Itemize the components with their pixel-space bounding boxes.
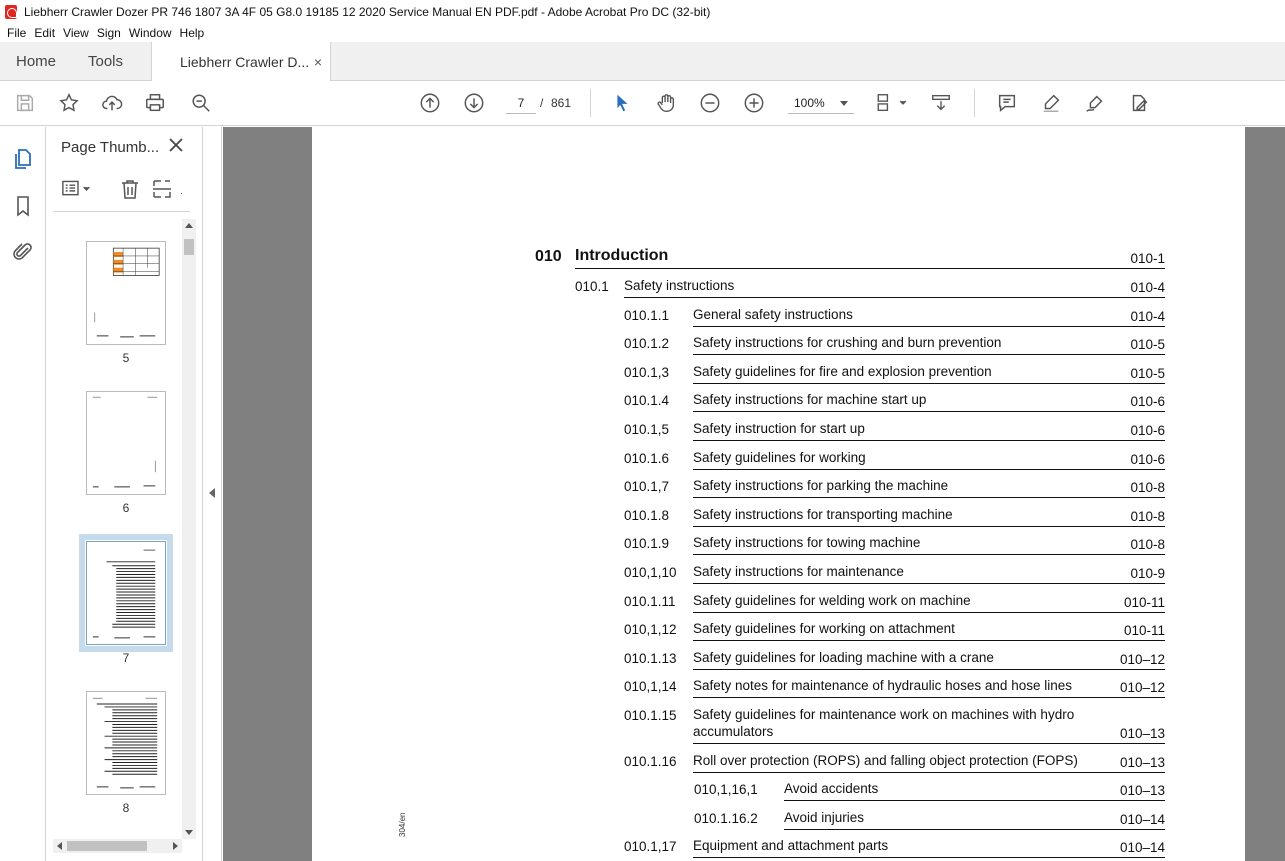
tab-close-icon[interactable]: × [313,54,322,70]
toc-entry-title-line [693,705,1165,744]
tab-document-label: Liebherr Crawler D... [180,54,310,70]
toc-entry-number: 010.1,7 [624,479,670,495]
toc-entry-title: Avoid accidents [784,781,879,797]
toc-entry[interactable] [312,247,1245,269]
toc-entry-title: Safety guidelines for working [693,449,866,465]
hand-tool-icon[interactable] [654,91,678,115]
toc-entry-page: 010-1 [1130,251,1165,266]
thumbnail-page-number: 8 [122,801,130,815]
next-page-icon[interactable] [462,91,486,115]
page-number-input[interactable] [506,93,536,114]
toc-entry-title: Safety guidelines for loading machine with a crane [693,649,994,665]
bookmark-icon[interactable] [11,194,35,218]
toc-entry-number: 010.1.15 [624,707,677,723]
page-thumbnails-panel [47,127,203,861]
toc-entry[interactable] [312,619,1245,641]
toc-entry[interactable] [312,676,1245,698]
toc-entry-page: 010-6 [1130,422,1165,438]
cloud-upload-icon[interactable] [100,91,124,115]
toc-entry-number: 010 [535,248,562,265]
thumbnail-page[interactable] [86,241,166,345]
toc-entry[interactable] [312,448,1245,470]
toc-entry-title: Roll over protection (ROPS) and falling object protection (FOPS) [693,752,1078,768]
toc-entry-title-line [693,390,1165,412]
menu-help[interactable]: Help [179,25,205,40]
left-navigation-rail [0,127,46,861]
toc-entry-number: 010.1.9 [624,536,670,552]
toc-entry-title: Safety guidelines for fire and explosion prevention [693,363,992,379]
toc-entry-title-line [693,562,1165,584]
toc-entry-number: 010.1.4 [624,393,670,409]
attachment-icon[interactable] [11,240,35,264]
tab-home[interactable]: Home [16,53,57,70]
toc-entry-page: 010-4 [1130,280,1165,295]
toc-entry-page: 010-9 [1130,565,1165,581]
scroll-mode-icon[interactable] [929,91,953,115]
total-pages: 861 [551,96,572,110]
toc-entry-page: 010–13 [1119,783,1165,799]
page-display-icon[interactable] [874,91,910,115]
toc-entry[interactable] [312,276,1245,298]
toc-entry-title: General safety instructions [693,306,853,322]
toc-entry-number: 010.1.6 [624,450,670,466]
toc-entry-number: 010.1.16.2 [694,810,758,826]
toc-entry[interactable] [312,333,1245,355]
vertical-scrollbar[interactable] [182,219,196,839]
toc-entry[interactable] [312,419,1245,441]
toc-entry-page: 010–14 [1119,840,1165,856]
zoom-in-icon[interactable] [742,91,766,115]
page-side-mark: 304/en [398,812,407,837]
toc-entry-number: 010,1,16,1 [694,782,758,798]
pdf-page [312,127,1245,861]
toc-entry-title-line [575,247,1165,269]
main-toolbar [0,81,1285,126]
previous-page-icon[interactable] [418,91,442,115]
toc-entry-page: 010-8 [1130,508,1165,524]
toc-entry-page: 010-6 [1130,394,1165,410]
toc-entry-page: 010–12 [1119,651,1165,667]
menu-view[interactable]: View [63,25,89,40]
toc-entry-number: 010,1,10 [624,564,677,580]
more-options-icon[interactable]: . [180,186,183,197]
toc-entry-page: 010-8 [1130,480,1165,496]
toc-entry[interactable] [312,751,1245,773]
save-icon[interactable] [13,91,37,115]
page-thumbnails-icon[interactable] [11,147,35,171]
toc-entry-title-line [693,751,1165,773]
sign-pen-icon[interactable] [1083,91,1107,115]
toc-entry-title: Safety instructions for crushing and burn prevention [693,335,1002,351]
scroll-down-icon[interactable] [185,830,193,835]
toc-entry[interactable] [312,505,1245,527]
title-bar [0,0,1285,23]
scroll-up-icon[interactable] [185,223,193,228]
toc-entry-title: Safety instructions for maintenance [693,563,904,579]
toc-entry-number: 010.1.16 [624,753,677,769]
page-separator: / [540,96,544,110]
menu-file[interactable]: File [7,25,27,40]
toc-entry-page: 010–12 [1119,680,1165,696]
scroll-right-icon[interactable] [173,842,178,850]
toc-entry-page: 010-11 [1123,623,1165,639]
toc-entry-title: Safety instructions for transporting machine [693,506,953,522]
toc-entry-number: 010.1,3 [624,364,670,380]
toolbar-divider [974,89,975,117]
zoom-search-icon[interactable] [189,91,213,115]
toc-entry-number: 010.1.2 [624,336,670,352]
toc-entry-number: 010.1 [575,279,609,294]
thumbnail-page-selected[interactable] [86,541,166,645]
toc-entry-page: 010-6 [1130,451,1165,467]
menu-bar [0,23,1285,42]
toc-entry-page: 010–14 [1119,811,1165,827]
thumbnail-page[interactable] [86,691,166,795]
thumbnail-page-number: 6 [122,501,130,515]
toc-entry-number: 010.1,5 [624,421,670,437]
toc-entry-title: Safety guidelines for working on attachment [693,621,955,637]
scrollbar-thumb[interactable] [184,239,194,255]
toc-entry-page: 010-4 [1130,308,1165,324]
toc-entry-title-line [784,779,1165,801]
toc-entry[interactable] [312,648,1245,670]
menu-sign[interactable]: Sign [96,25,121,40]
toc-entry-number: 010.1.8 [624,507,670,523]
toc-entry-title-line [693,476,1165,498]
zoom-value: 100% [794,96,825,110]
toc-entry-number: 010,1,12 [624,622,677,638]
thumbnail-toolbar [53,174,190,212]
delete-icon[interactable] [119,178,143,202]
toc-entry[interactable] [312,390,1245,412]
toolbar-divider [590,89,591,117]
toc-entry[interactable] [312,808,1245,830]
close-icon[interactable] [167,136,185,154]
toc-entry-title: Safety instructions [624,278,735,293]
toc-entry-title-continued: accumulators [693,723,774,739]
toc-entry-page: 010-5 [1130,337,1165,353]
menu-edit[interactable]: Edit [34,25,56,40]
toc-entry[interactable] [312,705,1245,744]
toc-entry-title-line [693,333,1165,355]
toc-entry[interactable] [312,836,1245,858]
toc-entry-title-line [693,619,1165,641]
toc-entry[interactable] [312,305,1245,327]
thumbnail-options-icon[interactable] [61,178,97,202]
toc-entry-title-line [624,276,1165,298]
toc-entry-title: Introduction [575,247,669,264]
toc-entry-title: Safety instructions for towing machine [693,535,921,551]
toc-entry-title: Safety instruction for start up [693,420,865,436]
toc-entry-title: Safety notes for maintenance of hydraulic hoses and hose lines [693,678,1072,694]
toc-entry-number: 010.1.13 [624,650,677,666]
toc-entry[interactable] [312,779,1245,801]
highlight-pen-icon[interactable] [1039,91,1063,115]
horizontal-scrollbar[interactable] [53,839,182,853]
toc-entry-title-line [693,676,1165,698]
scroll-left-icon[interactable] [57,842,62,850]
toc-entry-title-line [693,505,1165,527]
extract-pages-icon[interactable] [151,178,175,202]
document-viewport[interactable] [223,127,1285,861]
toc-entry-title: Safety instructions for machine start up [693,392,927,408]
collapse-panel-icon[interactable] [209,488,215,498]
panel-title: Page Thumb... [61,139,160,156]
toc-entry-title: Equipment and attachment parts [693,838,889,854]
toc-entry-title-line [693,448,1165,470]
toc-entry-title-line [784,808,1165,830]
toc-entry-page: 010-11 [1123,594,1165,610]
toc-entry-number: 010.1.1 [624,307,670,323]
toc-entry-page: 010–13 [1119,754,1165,770]
toc-entry-title-line [693,362,1165,384]
toc-entry-number: 010.1,17 [624,839,677,855]
toc-entry[interactable] [312,591,1245,613]
toc-entry-title-line [693,533,1165,555]
window-title: Liebherr Crawler Dozer PR 746 1807 3A 4F 05 G8.0 19185 12 2020 Service Manual EN PDF.pdf - Adobe Acrobat Pro DC (32-bit) [24,4,711,19]
toc-entry-title: Safety guidelines for welding work on machine [693,592,971,608]
toc-entry-title-line [693,591,1165,613]
toc-entry-page: 010-5 [1130,365,1165,381]
acrobat-app-icon [5,5,17,19]
toc-entry-title: Avoid injuries [784,809,865,825]
thumbnail-page[interactable] [86,391,166,495]
thumbnail-page-number: 5 [122,351,130,365]
toc-entry-title-line [693,836,1165,858]
toc-entry-number: 010.1.11 [624,593,676,609]
stamp-edit-icon[interactable] [1127,91,1151,115]
tab-bar [0,42,1285,81]
toc-entry-title-line [693,648,1165,670]
zoom-out-icon[interactable] [698,91,722,115]
thumbnail-list [47,219,184,839]
menu-window[interactable]: Window [128,25,172,40]
toc-entry-page: 010-8 [1130,537,1165,553]
star-icon[interactable] [57,91,81,115]
toc-entry-title: Safety instructions for parking the machine [693,478,949,494]
toc-entry-page: 010–13 [1119,725,1165,741]
toc-entry[interactable] [312,362,1245,384]
toc-entry[interactable] [312,533,1245,555]
tab-tools[interactable]: Tools [88,53,124,70]
toc-entry-title-line [693,305,1165,327]
panel-collapse-strip [204,127,222,861]
tab-document[interactable] [151,42,331,82]
toc-entry[interactable] [312,476,1245,498]
toc-entry[interactable] [312,562,1245,584]
toc-entry-title-line [693,419,1165,441]
comment-icon[interactable] [995,91,1019,115]
scrollbar-thumb[interactable] [67,841,147,851]
zoom-dropdown[interactable] [788,93,854,114]
toc-entry-number: 010,1,14 [624,679,677,695]
chevron-down-icon [840,101,848,106]
thumbnail-page-number: 7 [122,651,130,665]
select-cursor-icon[interactable] [610,91,634,115]
toc-entry-title: Safety guidelines for maintenance work on machines with hydro [693,706,1075,722]
print-icon[interactable] [143,91,167,115]
